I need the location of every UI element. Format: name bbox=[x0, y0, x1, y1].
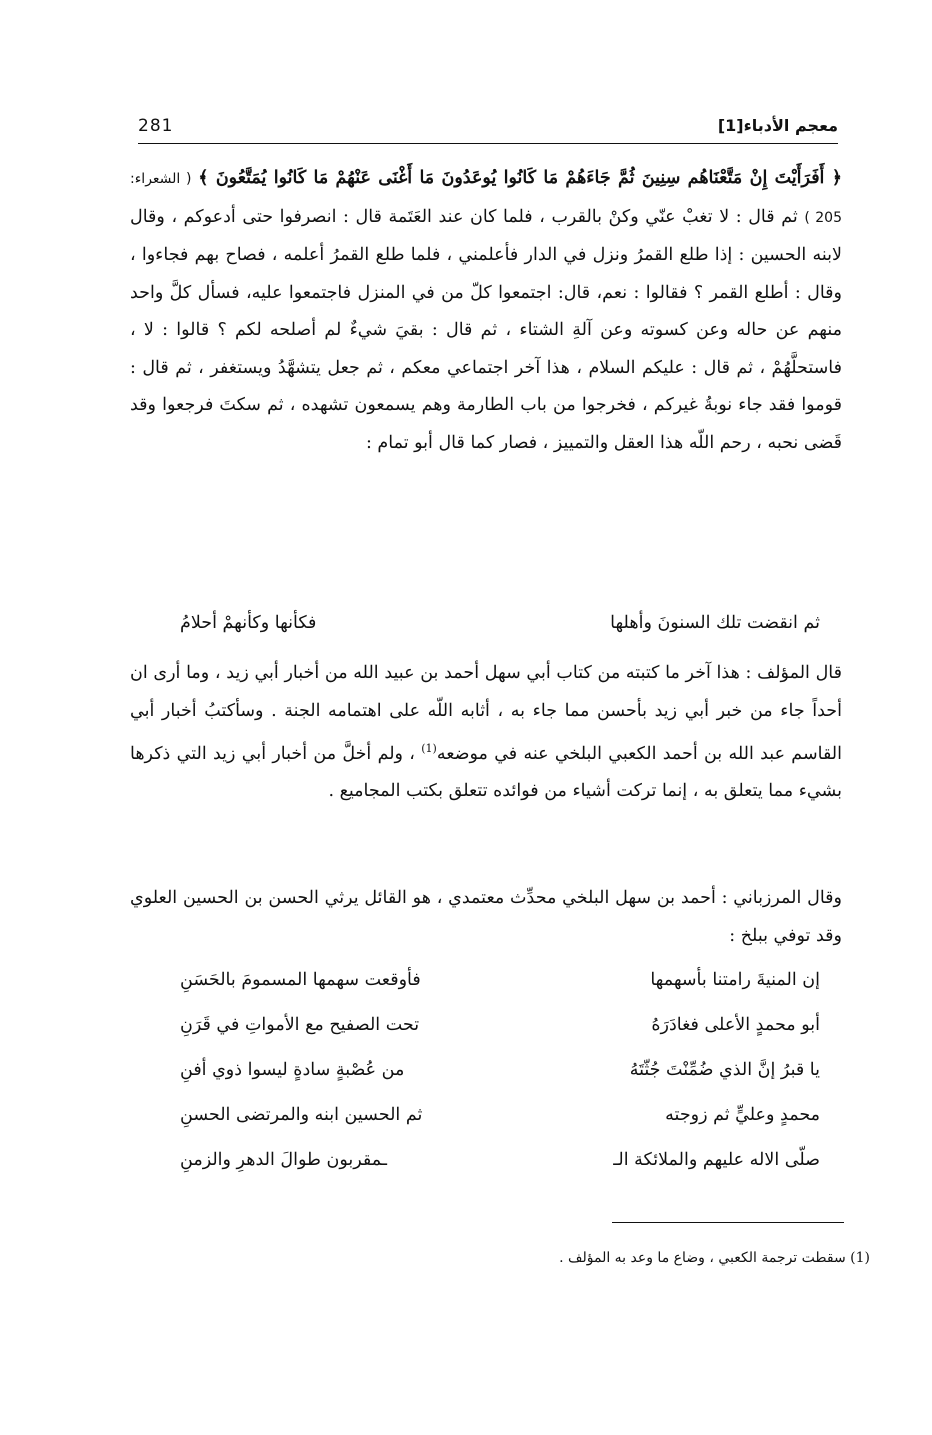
poem-line bbox=[180, 1009, 820, 1054]
poem-first-hemistich: إن المنيةَ رامتنا بأسهمها bbox=[650, 970, 820, 990]
footnote-marker[interactable]: (1) bbox=[421, 742, 437, 755]
poem-line bbox=[180, 1054, 820, 1099]
poem-line bbox=[180, 964, 820, 1009]
paragraph-2-text-continued: ، ولم أخلَّ من أخبار أبي زيد التي ذكرها بشيء مما يتعلق به ، إنما تركت أشياء من فوائده تتعلق بكتب المجاميع . bbox=[130, 743, 842, 802]
poem-first-hemistich: يا قبرُ إنَّ الذي ضُمِّنْتَ جُثّتَهُ bbox=[629, 1060, 820, 1080]
verse-abu-tammam bbox=[180, 607, 820, 647]
verse-first-hemistich: ثم انقضت تلك السنونَ وأهلها bbox=[610, 613, 820, 633]
page-number: 281 bbox=[138, 116, 174, 136]
quran-verse: ﴿ أَفَرَأَيْتَ إِنْ مَتَّعْنَاهُم سِنِينَ ثُمَّ جَاءَهُمْ مَا كَانُوا يُوعَدُونَ مَا أَغْنَى عَنْهُمْ مَا كَانُوا يُمَتَّعُونَ ﴾ bbox=[198, 168, 842, 188]
poem-line bbox=[180, 1144, 820, 1189]
poem-second-hemistich: من عُصْبةٍ سادةٍ ليسوا ذوي أفنِ bbox=[180, 1060, 405, 1080]
running-title: معجم الأدباء[1] bbox=[717, 116, 838, 135]
page-header bbox=[138, 108, 838, 144]
poem-second-hemistich: تحت الصفيح مع الأمواتِ في قَرَنِ bbox=[180, 1015, 420, 1035]
poem-second-hemistich: ثم الحسين ابنه والمرتضى الحسنِ bbox=[180, 1105, 423, 1125]
paragraph-1 bbox=[130, 160, 842, 462]
poem-second-hemistich: ـمقربون طوالَ الدهرِ والزمنِ bbox=[180, 1150, 388, 1170]
header-rule bbox=[138, 143, 838, 144]
quran-citation: ( الشعراء: 205 ) bbox=[130, 171, 842, 226]
footnote: (1) سقطت ترجمة الكعبي ، وضاع ما وعد به المؤلف . bbox=[559, 1250, 870, 1266]
poem-first-hemistich: أبو محمدٍ الأعلى فغادَرَهُ bbox=[651, 1015, 820, 1035]
poem-first-hemistich: صلّى الاله عليهم والملائكة الـ bbox=[613, 1150, 820, 1170]
paragraph-3 bbox=[130, 880, 842, 955]
elegy-poem bbox=[180, 964, 820, 1189]
poem-second-hemistich: فأوقعت سهمها المسمومَ بالحَسَنِ bbox=[180, 970, 421, 990]
poem-line bbox=[180, 1099, 820, 1144]
paragraph-3-text: وقال المرزباني : أحمد بن سهل البلخي محدِّث معتمدي ، هو القائل يرثي الحسن بن الحسين العلوي وقد توفي ببلخ : bbox=[130, 888, 842, 946]
poem-first-hemistich: محمدٍ وعليٍّ ثم زوجته bbox=[665, 1105, 820, 1125]
footnote-rule bbox=[612, 1222, 844, 1223]
paragraph-2-text: قال المؤلف : هذا آخر ما كتبته من كتاب أبي سهل أحمد بن عبيد الله من أخبار أبي زيد ، وما أرى ان أحداً جاء من خبر أبي زيد بأحسن مما جاء به ، أثابه اللّه على اهتمامه الجنة . وسأكتبُ أخبار أبي القاسم عبد الله بن أحمد الكعبي البلخي عنه في موضعه bbox=[130, 663, 842, 764]
paragraph-2 bbox=[130, 655, 842, 811]
verse-second-hemistich: فكأنها وكأنهمْ أحلامُ bbox=[180, 613, 317, 633]
paragraph-1-text: ثم قال : لا تغبْ عنّي وكنْ بالقرب ، فلما كان عند العَتَمة قال : انصرفوا حتى أدعوكم ، وقال لابنه الحسين : إذا طلع القمرُ ونزل في الدار فأعلمني ، فلما طلع القمرُ أعلمه ، فصاح بهم فجاءوا ، وقال : أطلع القمر ؟ فقالوا : نعم، قال: اجتمعوا كلّ من في المنزل فاجتمعوا عليه، فسأل كلَّ واحد منهم عن حاله وعن كسوته وعن آلةِ الشتاء ، ثم قال : بقيَ شيءٌ لم أصلحه لكم ؟ قالوا : لا ، فاستحلَّهُمْ ، ثم قال : عليكم السلام ، هذا آخر اجتماعي معكم ، ثم جعل يتشهَّدُ ويستغفر ، ثم قال : قوموا فقد جاء نوبةُ غيركم ، فخرجوا من باب الطارمة وهم يسمعون تشهده ، ثم سكتَ فرجعوا وقد قَضى نحبه ، رحم اللّه هذا العقل والتمييز ، فصار كما قال أبو تمام : bbox=[130, 206, 842, 453]
